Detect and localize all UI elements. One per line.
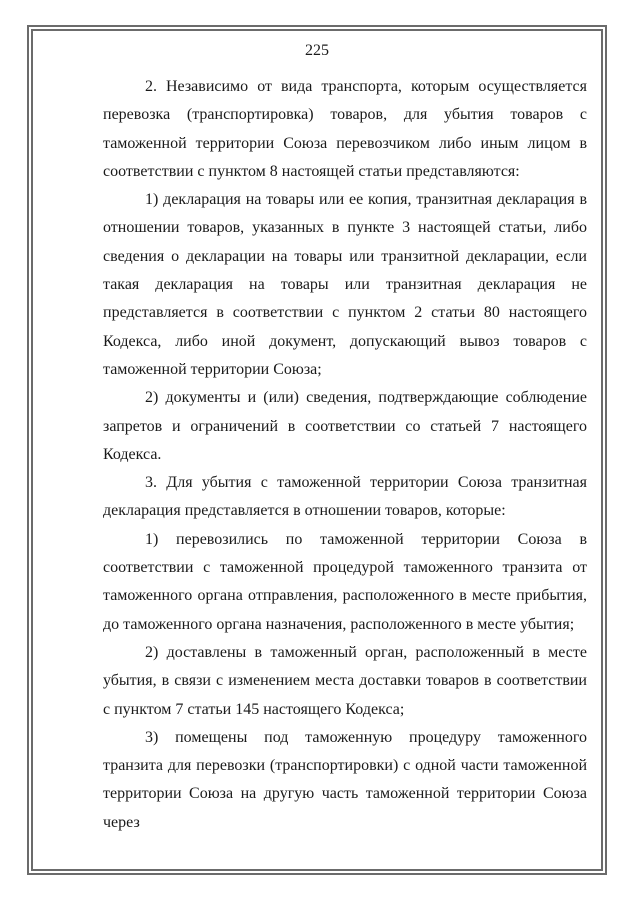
page-number: 225: [305, 42, 329, 59]
paragraph-3-item-2: 2) доставлены в таможенный орган, расположенный в месте убытия, в связи с изменением места доставки товаров в соответствии с пунктом 7 статьи 145 настоящего Кодекса;: [103, 643, 587, 718]
paragraph-3: 3. Для убытия с таможенной территории Союза транзитная декларация представляется в отношении товаров, которые:: [103, 474, 587, 520]
paragraph-2-item-1: 1) декларация на товары или ее копия, транзитная декларация в отношении товаров, указанных в пункте 3 настоящей статьи, либо сведения о декларации на товары или транзитной декларации, если такая декларация на товары или транзитная декларация не представляется в соответствии с пунктом 2 статьи 80 настоящего Кодекса, либо иной документ, допускающий вывоз товаров с таможенной территории Союза;: [103, 191, 587, 378]
paragraph-3-item-1: 1) перевозились по таможенной территории Союза в соответствии с таможенной процедурой таможенного транзита от таможенного органа отправления, расположенного в месте прибытия, до таможенного органа назначения, расположенного в месте убытия;: [103, 530, 587, 633]
paragraph-2-item-2: 2) документы и (или) сведения, подтверждающие соблюдение запретов и ограничений в соответствии со статьей 7 настоящего Кодекса.: [103, 389, 587, 463]
paragraph-3-item-3: 3) помещены под таможенную процедуру таможенного транзита для перевозки (транспортировки) с одной части таможенной территории Союза на другую часть таможенной территории Союза через: [103, 728, 587, 831]
page-frame: [27, 25, 607, 875]
document-body: [103, 73, 587, 837]
paragraph-2: 2. Независимо от вида транспорта, которым осуществляется перевозка (транспортировка) товаров, для убытия товаров с таможенной территории Союза перевозчиком либо иным лицом в соответствии с пунктом 8 настоящей статьи представляются:: [103, 78, 587, 180]
